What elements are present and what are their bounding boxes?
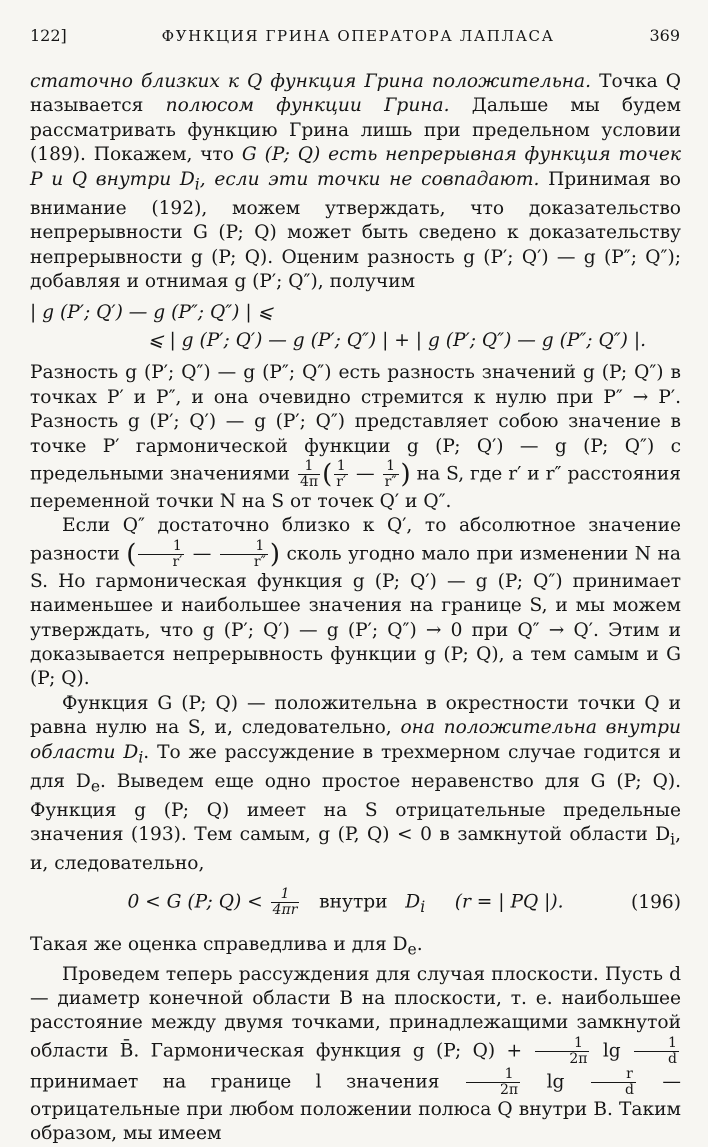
fraction-denominator: r′: [172, 553, 183, 570]
theorem-text: G (P; Q) есть непрерывная функция точек P и Q внутри D: [30, 144, 681, 190]
inequality-line-2: ⩽ | g (P′; Q′) — g (P′; Q″) | + | g (P′; Q″) — g (P″; Q″) |.: [148, 330, 647, 352]
italic-statement: статочно близких к Q функция Грина положительна.: [30, 71, 592, 92]
fraction-1-over-r1: [334, 459, 348, 490]
paragraph-text: Точка Q называется: [30, 71, 681, 117]
left-paren: (: [322, 459, 333, 490]
inequality-display: [30, 299, 681, 355]
paragraph-positivity: [30, 692, 681, 877]
equation-body: [30, 887, 621, 920]
fraction-denominator: 2π: [500, 1081, 519, 1098]
page-number: 369: [649, 26, 680, 45]
fraction-numerator: 1: [535, 1036, 589, 1052]
right-paren: ): [269, 539, 280, 570]
fraction-denominator: 4π: [299, 474, 319, 490]
paragraph-text: Если Q″ достаточно близко к Q′, то абсолютное значение разности: [30, 515, 681, 565]
page-body: [30, 70, 681, 1147]
paragraph-text: Такая же оценка справедлива и для D: [30, 934, 408, 956]
fraction-numerator: 1: [220, 539, 268, 555]
equation-left: 0 < G (P; Q) <: [127, 891, 263, 913]
paragraph-text: . Выведем еще одно простое неравенство для G (P; Q). Функция g (P; Q) имеет на S отрицательные предельные значения (193). Тем самым, g (P, Q) < 0 в замкнутой области D: [30, 770, 681, 846]
fraction-1-over-2pi: [466, 1067, 520, 1098]
fraction-1-over-4pi: [298, 459, 320, 490]
fraction-denominator: 4πr: [272, 901, 298, 918]
subscript: i: [670, 831, 676, 850]
paragraph-text: . То же рассуждение в трехмерном случае годится и для D: [30, 741, 681, 792]
paragraph-text: Проведем теперь рассуждения для случая плоскости. Пусть d — диаметр конечной области B на плоскости, т. е. наибольшее расстояние между двумя точками, принадлежащими замкнутой области B̄. Гармоническая функция g (P; Q) +: [30, 963, 681, 1062]
subscript: i: [194, 175, 200, 194]
paragraph-estimate: [30, 933, 681, 962]
fraction-denominator: d: [624, 1081, 634, 1098]
paragraph-text: сколь угодно мало при изменении N на S. Но гармоническая функция g (P; Q′) — g (P; Q″) принимает наименьшее и наибольшее значения на границе S, и мы можем утверждать, что g (P′; Q′) — g (P′; Q″) → 0 при Q″ → Q′. Этим и доказывается непрерывность функции g (P; Q), а тем самым и G (P; Q).: [30, 543, 681, 690]
fraction-numerator: 1: [334, 459, 348, 475]
fraction-numerator: 1: [634, 1036, 679, 1052]
left-paren: (: [126, 539, 137, 570]
section-number: 122]: [30, 26, 67, 45]
paragraph-limit: Если Q″ достаточно близко к Q′, то абсолютное значение разности ( $\frac{1}{r'}$ — $\frac{1}{r''}$ ) сколь угодно мало при изменении N на S. Но гармоническая функция g (P; Q′) — g (P; Q″) принимает наименьшее и наибольшее значения на границе S, и мы можем утверждать, что g (P′; Q′) — g (P′; Q″) → 0 при Q″ → Q′. Этим и доказывается непрерывность функции g (P; Q), а тем самым и G (P; Q).: [30, 515, 681, 690]
subscript: i: [420, 898, 426, 917]
fraction-1-over-2pi: [535, 1036, 589, 1067]
paragraph-text: на S, где r′ и r″ расстояния переменной точки N на S от точек Q′ и Q″.: [30, 463, 681, 512]
fraction-numerator: r: [591, 1067, 636, 1083]
fraction-numerator: 1: [138, 539, 184, 555]
paragraph-green-function-continuity: [30, 70, 681, 294]
paragraph-difference: Разность g (P′; Q″) — g (P″; Q″) есть разность значений g (P; Q″) в точках P′ и P″, и она очевидно стремится к нулю при P″ → P′. Разность g (P′; Q′) — g (P′; Q″) представляет собою значение в точке P′ гармонической функции g (P; Q′) — g (P; Q″) с предельными значениями $\frac{1}{4\pi}$ ( $\frac{1}{r'}$ — $\frac{1}{r''}$ ) на S, где r′ и r″ расстояния переменной точки N на S от точек Q′ и Q″.: [30, 362, 681, 512]
paragraph-text: Дальше мы будем рассматривать функцию Грина лишь при предельном условии (189). Покажем, что: [30, 95, 681, 166]
equation-number: (196): [631, 891, 681, 913]
equation-196: [30, 887, 681, 920]
fraction-numerator: 1: [383, 459, 399, 475]
paragraph-text: .: [416, 934, 423, 956]
log-operator: lg: [546, 1071, 565, 1093]
fraction-denominator: r′: [336, 474, 347, 490]
log-operator: lg: [602, 1040, 621, 1062]
fraction-numerator: 1: [466, 1067, 520, 1083]
running-title: ФУНКЦИЯ ГРИНА ОПЕРАТОРА ЛАПЛАСА: [161, 27, 555, 45]
paragraph-text: Разность g (P′; Q″) — g (P″; Q″) есть разность значений g (P; Q″) в точках P′ и P″, и она очевидно стремится к нулю при P″ → P′. Разность g (P′; Q′) — g (P′; Q″) представляет собою значение в точке P′ гармонической функции g (P; Q′) — g (P; Q″) с предельными значениями: [30, 362, 681, 485]
fraction-1-over-4pir: [271, 887, 300, 918]
equation-word: внутри: [319, 891, 388, 913]
fraction-1-over-r2: [220, 539, 268, 570]
paragraph-plane-case: [30, 963, 681, 1147]
equation-domain: D: [405, 891, 421, 913]
equation-condition: (r = | PQ |).: [454, 891, 564, 913]
fraction-numerator: 1: [298, 459, 320, 475]
term-pole: полюсом функции Грина.: [165, 95, 450, 117]
fraction-numerator: 1: [271, 887, 300, 903]
subscript: e: [90, 777, 100, 796]
inequality-line-1: | g (P′; Q′) — g (P″; Q″) | ⩽: [30, 302, 274, 324]
fraction-denominator: d: [668, 1050, 677, 1067]
fraction-denominator: 2π: [569, 1050, 588, 1067]
theorem-text: , если эти точки не совпадают.: [199, 168, 540, 190]
fraction-r-over-d: [591, 1067, 636, 1098]
fraction-1-over-r1: [138, 539, 184, 570]
paragraph-text: Принимая во внимание (192), можем утверждать, что доказательство непрерывности G (P; Q) может быть сведено к доказательству непрерывности g (P; Q). Оценим разность g (P′; Q′) — g (P″; Q″); добавляя и отнимая g (P′; Q″), получим: [30, 168, 681, 292]
paragraph-text: принимает на границе l значения: [30, 1071, 440, 1093]
subscript: e: [407, 941, 417, 960]
right-paren: ): [400, 459, 411, 490]
fraction-1-over-d: [634, 1036, 679, 1067]
fraction-denominator: r″: [253, 553, 266, 570]
paragraph-text: Функция G (P; Q) — положительна в окрестности точки Q и равна нулю на S, и, следовательно,: [30, 692, 681, 739]
paragraph-text: — отрицательные при любом положении полюса Q внутри B. Таким образом, мы имеем: [30, 1071, 681, 1145]
paragraph-text: , и, следовательно,: [30, 824, 681, 875]
subscript: i: [138, 748, 144, 767]
italic-text: она положительна внутри области D: [30, 717, 681, 763]
running-header: [30, 26, 680, 45]
fraction-denominator: r″: [384, 474, 397, 490]
fraction-1-over-r2: [383, 459, 399, 490]
